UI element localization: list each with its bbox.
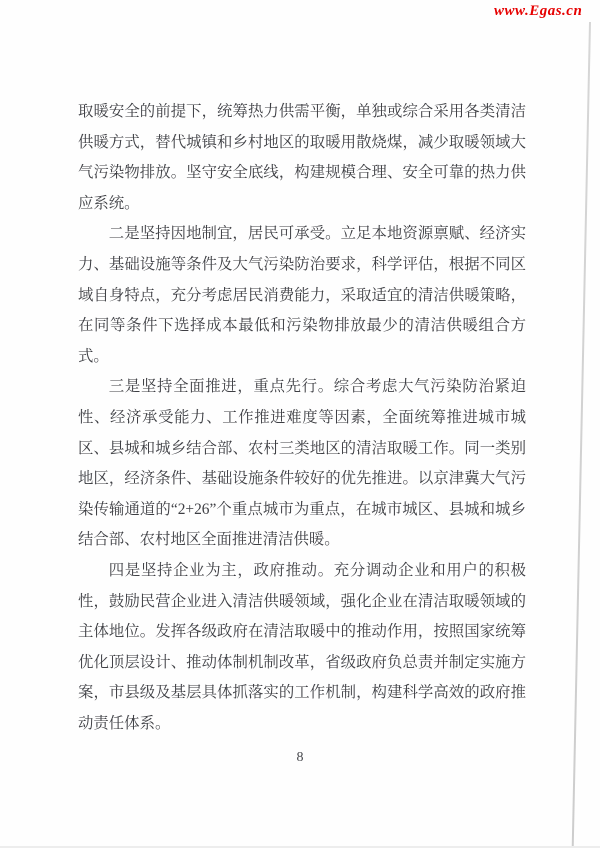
paragraph-principle-two-adapt-to-local-conditions: 二是坚持因地制宜，居民可承受。立足本地资源禀赋、经济实力、基础设施等条件及大气污染防治要求，科学评估，根据不同区域自身特点，充分考虑居民消费能力，采取适宜的清洁供暖策略，在同等条件下选择成本最低和污染物排放最少的清洁供暖组合方式。 <box>78 225 526 365</box>
page-number: 8 <box>296 750 304 765</box>
watermark-url-text: www.Egas.cn <box>494 3 583 19</box>
document-body-text <box>78 97 526 739</box>
paragraph-principle-four-enterprise-led-government-driven: 四是坚持企业为主，政府推动。充分调动企业和用户的积极性，鼓励民营企业进入清洁供暖领域，强化企业在清洁取暖领域的主体地位。发挥各级政府在清洁取暖中的推动作用，按照国家统筹优化顶层设计、推动体制机制改革，省级政府负总责并制定实施方案，市县级及基层具体抓落实的工作机制，构建科学高效的政府推动责任体系。 <box>78 561 526 732</box>
paragraph-continuation-clean-substitution: 取暖安全的前提下，统筹热力供需平衡，单独或综合采用各类清洁供暖方式，替代城镇和乡村地区的取暖用散烧煤，减少取暖领域大气污染物排放。坚守安全底线，构建规模合理、安全可靠的热力供应系统。 <box>78 103 526 212</box>
scan-edge-artifact-line <box>572 22 591 848</box>
paragraph-principle-three-comprehensive-advancement: 三是坚持全面推进，重点先行。综合考虑大气污染防治紧迫性、经济承受能力、工作推进难度等因素，全面统筹推进城市城区、县城和城乡结合部、农村三类地区的清洁取暖工作。同一类别地区，经济条件、基础设施条件较好的优先推进。以京津冀大气污染传输通道的“2+26”个重点城市为重点，在城市城区、县城和城乡结合部、农村地区全面推进清洁供暖。 <box>78 378 526 549</box>
